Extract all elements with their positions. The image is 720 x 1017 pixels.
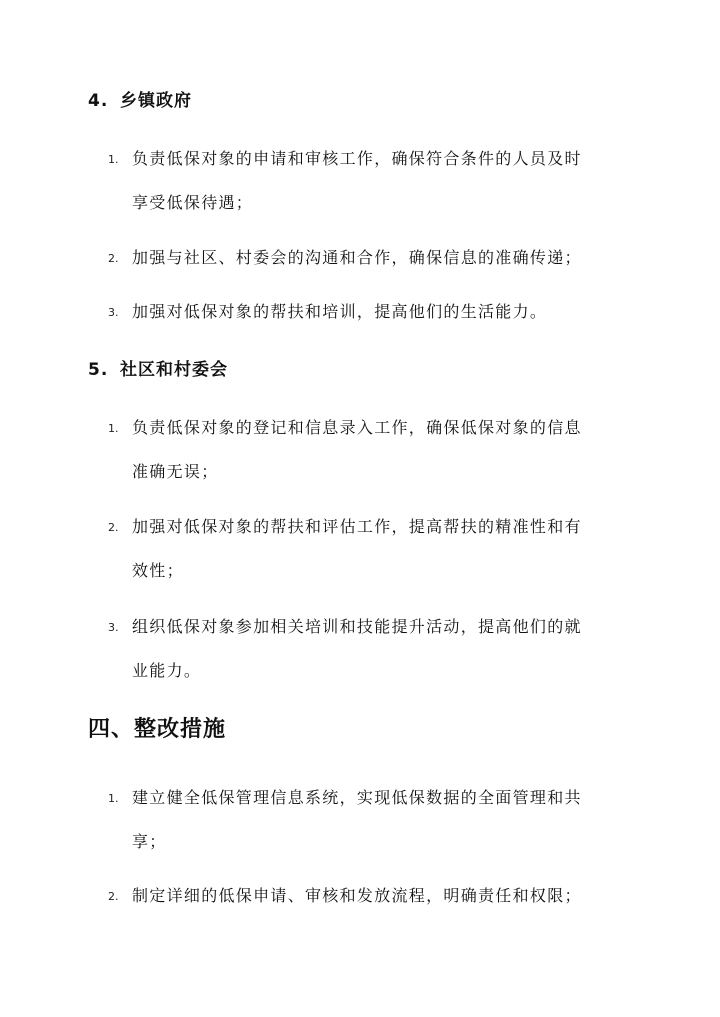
list-item-number: 1. xyxy=(108,422,119,435)
section-heading-4 xyxy=(88,90,192,112)
list-item-line: 加强与社区、村委会的沟通和合作，确保信息的准确传递； xyxy=(132,248,582,267)
list-item-number: 1. xyxy=(108,153,119,166)
list-item-number: 3. xyxy=(108,621,119,634)
list-item-number: 2. xyxy=(108,252,119,265)
list-item-line: 效性； xyxy=(132,561,184,580)
section-number: 4. xyxy=(88,91,109,111)
list-item-line: 建立健全低保管理信息系统，实现低保数据的全面管理和共 xyxy=(132,788,582,807)
list-item-line: 负责低保对象的申请和审核工作，确保符合条件的人员及时 xyxy=(132,149,582,168)
list-item-line: 加强对低保对象的帮扶和评估工作，提高帮扶的精准性和有 xyxy=(132,517,582,536)
section-title: 乡镇政府 xyxy=(120,91,192,111)
list-item-line: 加强对低保对象的帮扶和培训，提高他们的生活能力。 xyxy=(132,302,548,321)
list-item-line: 负责低保对象的登记和信息录入工作，确保低保对象的信息 xyxy=(132,418,582,437)
list-item-number: 3. xyxy=(108,306,119,319)
section-title: 社区和村委会 xyxy=(120,360,228,380)
list-item-number: 2. xyxy=(108,890,119,903)
list-item-line: 享受低保待遇； xyxy=(132,193,254,212)
section-heading-5 xyxy=(88,359,228,381)
list-item-line: 制定详细的低保申请、审核和发放流程，明确责任和权限； xyxy=(132,886,582,905)
section-number: 5. xyxy=(88,360,109,380)
list-item-line: 业能力。 xyxy=(132,661,202,680)
list-item-number: 1. xyxy=(108,792,119,805)
list-item-line: 组织低保对象参加相关培训和技能提升活动，提高他们的就 xyxy=(132,617,582,636)
list-item-line: 享； xyxy=(132,832,167,851)
list-item-number: 2. xyxy=(108,521,119,534)
list-item-line: 准确无误； xyxy=(132,462,219,481)
chapter-heading: 四、整改措施 xyxy=(88,717,227,742)
